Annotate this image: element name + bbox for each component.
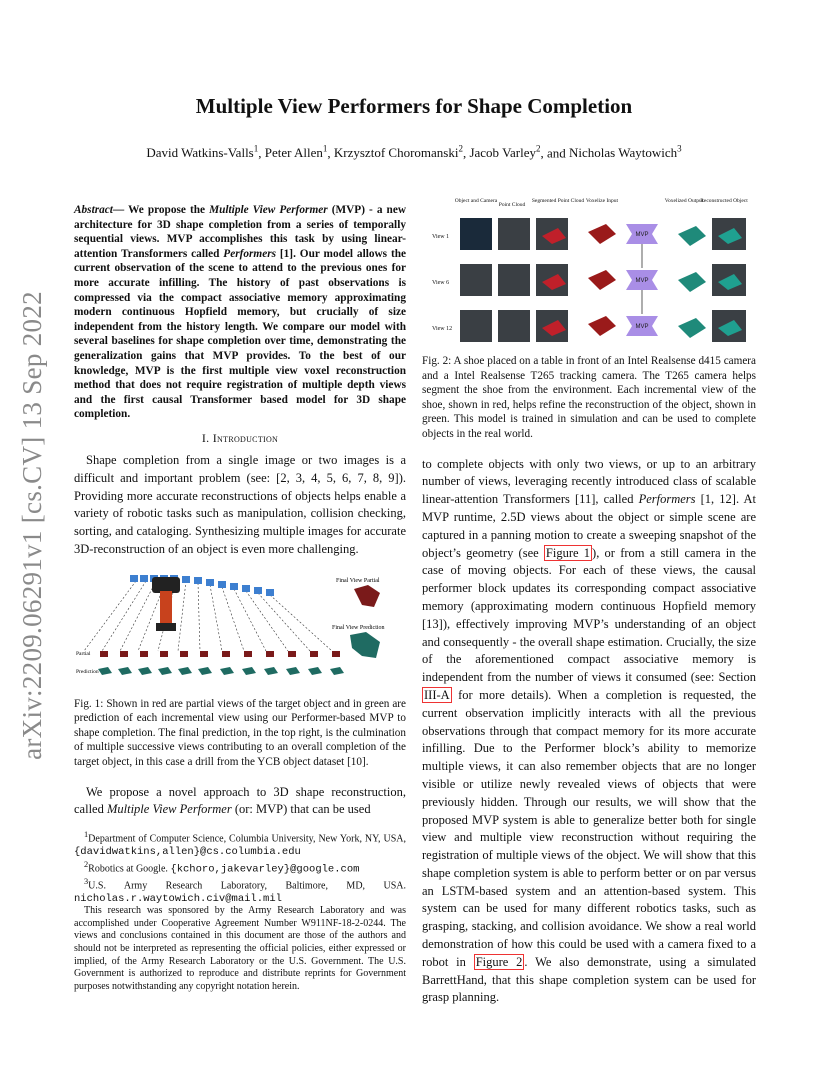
footnote-1: $^1$Department of Computer Science, Columbia University, New York, NY, USA, {davidwatkins,allen}@cs.columbia.edu: [74, 830, 406, 859]
fig2-header-voxout: Voxelized Output: [664, 198, 704, 204]
fig2-header-object: Object and Camera: [454, 198, 498, 204]
section-iii-a-link[interactable]: III-A: [424, 687, 450, 702]
intro-paragraph-2: We propose a novel approach to 3D shape reconstruction, called Multiple View Performer (or: MVP) that can be used: [74, 784, 406, 817]
footnote-3: $^3$U.S. Army Research Laboratory, Baltimore, MD, USA. nicholas.r.waytowich.civ@mail.mil: [74, 876, 406, 905]
figure-1-caption: Fig. 1: Shown in red are partial views of the target object and in green are prediction of each incremental view using our Performer-based MVP to shape completion. The final prediction, in the top right, is the culmination of multiple successive views contributing to an overall completion of the target object, in this case a drill from the YCB object dataset [10].: [74, 697, 406, 769]
sponsor-note: This research was sponsored by the Army Research Laboratory and was accomplished under Cooperative Agreement Number W911NF-18-2-0244. The views and conclusions contained in this document are those of the authors and should not be interpreted as representing the official policies, either expressed or implied, of the Army Research Laboratory or the U.S. Government. The U.S. Government is authorized to reproduce and distribute reprints for Government purposes notwithstanding any copyright notation herein.: [74, 905, 406, 992]
right-column: [422, 196, 756, 1020]
fig2-header-recon: Reconstructed Object: [700, 198, 748, 204]
section-heading: I. Introduction: [201, 430, 279, 445]
paper-title: Multiple View Performers for Shape Completion: [195, 94, 633, 118]
figure-2-link[interactable]: Figure 2: [475, 954, 523, 969]
fig2-row-view12: View 12: [432, 326, 453, 332]
author-list: David Watkins-Valls$^1$, Peter Allen$^1$, Krzysztof Choromanski$^2$, Jacob Varley$^2$, and Nicholas Waytowich$^3$: [146, 144, 682, 161]
author: Nicholas Waytowich$^3$: [569, 144, 682, 161]
figure-2: [422, 196, 756, 346]
author: Jacob Varley$^2$: [469, 144, 541, 161]
fig2-row-view6: View 6: [432, 280, 450, 286]
mvp-label-2: MVP: [635, 278, 649, 284]
left-column: [74, 203, 406, 993]
final-prediction-shape: [350, 632, 380, 658]
author: David Watkins-Valls$^1$: [146, 144, 259, 161]
fig2-header-pointcloud: Point Cloud: [498, 202, 526, 208]
intro-continued: to complete objects with only two views, or up to an arbitrary number of views, leveraging recently introduced class of scalable linear-attention Transformers [11], called Performers [1, 12]. At MVP runtime, 2.5D views about the object or simple scene are captured in a panning motion to create a sweeping snapshot of the object’s geometry (see Figure 1 ), or from a still camera in the case of moving objects. For each of these views, the causal performer block updates its corresponding compact associative memory (approximating modern continuous Hopfield memory [13]), effectively improving MVP’s understanding of an object and consequently - the overall shape estimation. Crucially, the size of the aforementioned compact associative memory is independent from the number of views it consumed (see: Section III-A for more details). When a completion is requested, the current observation implicitly interacts with all the previous observations through that compact memory for its more accurate infilling. Due to the Performer block’s ability to memorize multiple views, it can also remember objects that are no longer visible or utilize newly revealed views of objects that were previously hidden. Through our results, we will show that the proposed MVP system is able to generalize better both for single view and multiple view reconstruction without requiring the registration of multiple views of the object. We will show that this shape completion system is able to perform better or on par versus an LSTM-based system and an attention-based system. This system can be used for many different robotics tasks, such as grasping, stacking, and collision avoidance. We show a real world demonstration of how this could be used with a camera fixed to a robot in Figure 2 . We also demonstrate, using a simulated BarrettHand, that this shape completion system can be used for grasp planning.: [422, 456, 757, 1005]
label-final-partial: Final View Partial: [336, 577, 380, 584]
footnote-2: $^2$Robotics at Google. {kchoro,jakevarley}@google.com: [84, 859, 360, 876]
figure-1: [74, 571, 406, 691]
author: Peter Allen$^1$: [264, 144, 328, 161]
label-partial: Partial: [76, 650, 91, 657]
figure-2-illustration: [422, 196, 756, 346]
figure-1-illustration: [74, 571, 406, 691]
arxiv-identifier: arXiv:2209.06291v1 [cs.CV] 13 Sep 2022: [16, 290, 47, 760]
mvp-label-1: MVP: [635, 232, 649, 238]
intro-paragraph: Shape completion from a single image or two images is a difficult and important problem (see: [2, 3, 4, 5, 6, 7, 8, 9]). Providing more accurate reconstructions of objects helps enable a variety of robotic tasks such as manipulation, collision checking, sorting, and cataloging. Synthesizing multiple images for accurate 3D-reconstruction of an object is even more challenging.: [74, 452, 406, 556]
label-final-prediction: Final View Prediction: [332, 624, 385, 631]
fig2-header-segmented: Segmented Point Cloud: [531, 198, 585, 204]
label-prediction: Prediction: [76, 668, 99, 675]
footnotes: [74, 829, 406, 993]
author: Krzysztof Choromanski$^2$: [333, 144, 463, 161]
figure-2-caption: Fig. 2: A shoe placed on a table in front of an Intel Realsense d415 camera and a Intel Realsense T265 tracking camera. The T265 camera helps segment the shoe from the environment. Each incremental view of the shoe, shown in red, helps refine the reconstruction of the object, shown in green. This model is trained in simulation and can be used to complete objects in the real world.: [422, 355, 756, 440]
mvp-label-3: MVP: [635, 324, 649, 330]
abstract: Abstract— We propose the Multiple View Performer (MVP) - a new architecture for 3D shape completion from a series of temporally sequential views. MVP accomplishes this task by using linear-attention Transformers called Performers [1]. Our model allows the current observation of the scene to attend to the previous ones for more accurate infilling. The history of past observations is compressed via the compact associative memory approximating modern continuous Hopfield memory, but crucially of size independent from the history length. We compare our model with several baselines for shape completion over time, demonstrating the generalization gains that MVP provides. To the best of our knowledge, MVP is the first multiple view voxel reconstruction method that does not require registration of multiple depth views and the first causal Transformer based model for 3D shape completion.: [74, 204, 406, 421]
fig2-row-view1: View 1: [432, 234, 450, 240]
figure-1-link[interactable]: Figure 1: [545, 545, 591, 560]
fig2-header-voxelize: Voxelize Input: [585, 198, 619, 204]
final-partial-shape: [354, 585, 380, 607]
